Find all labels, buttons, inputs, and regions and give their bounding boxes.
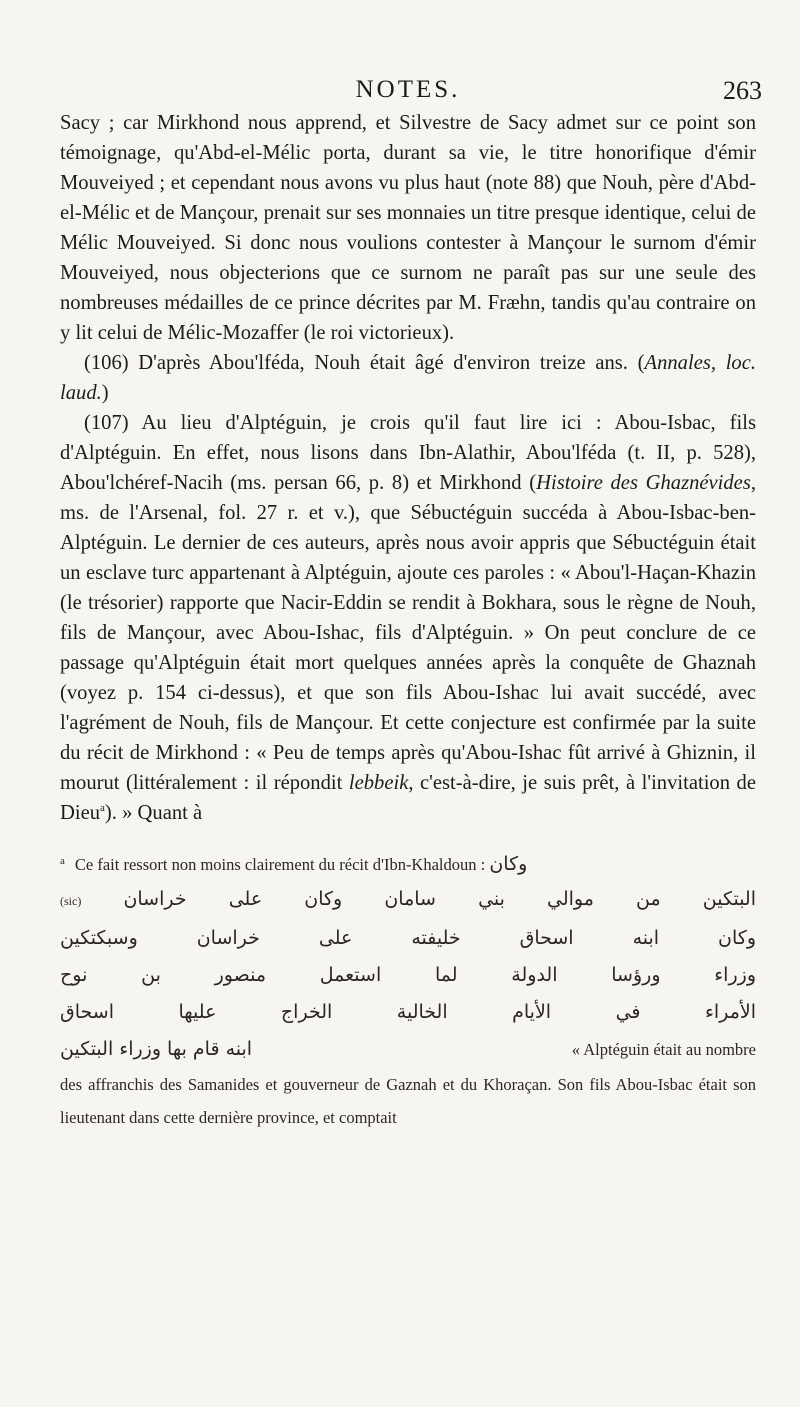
footnote-intro-line	[60, 848, 756, 881]
note-107	[60, 408, 756, 828]
footnote-arabic-word: وكان	[489, 853, 528, 875]
body-text	[60, 108, 756, 828]
book-page	[60, 0, 762, 1134]
footnote-arabic-line-4: الأمراء في الأيام الخالية الخراج عليها اسحاق	[60, 1001, 756, 1023]
note-107-part-c: , c'est-à-dire, je suis prêt, à l'invitation de Dieu	[60, 772, 756, 824]
footnote-translation-start: « Alptéguin était au nombre	[571, 1040, 756, 1059]
note-106-citation: Annales, loc. laud.	[60, 352, 757, 404]
note-107-lebbeik: lebbeik	[348, 772, 409, 794]
sic-marker: (sic)	[60, 894, 82, 908]
footnote-arabic-line-1	[60, 881, 756, 920]
note-107-part-a: (107) Au lieu d'Alptéguin, je crois qu'il faut lire ici : Abou-Isbac, fils d'Alptéguin. En effet, nous lisons dans Ibn-Alathir, Abou'lféda (t. II, p. 528), Abou'lchéref-Nacih (ms. persan 66, p. 8) et Mirkhond (	[60, 412, 756, 494]
note-106	[60, 348, 756, 408]
footnote-arabic-line-3: وزراء ورؤسا الدولة لما استعمل منصور بن نوح	[60, 964, 756, 986]
note-106-text: (106) D'après Abou'lféda, Nouh était âgé d'environ treize ans. (	[84, 352, 645, 374]
note-107-part-d: ). » Quant à	[104, 802, 203, 824]
paragraph-sacy: Sacy ; car Mirkhond nous apprend, et Silvestre de Sacy admet sur ce point son témoignage, qu'Abd-el-Mélic porta, durant sa vie, le titre honorifique d'émir Mouveiyed ; et cependant nous avons vu plus haut (note 88) que Nouh, père d'Abd-el-Mélic et de Mançour, prenait sur ses monnaies un titre presque identique, celui de Mélic Mouveiyed. Si donc nous voulions contester à Mançour le surnom d'émir Mouveiyed, nous objecterions que ce surnom ne paraît pas sur une seule des nombreuses médailles de ce prince décrites par M. Fræhn, tandis qu'au contraire on y lit celui de Mélic-Mozaffer (le roi victorieux).	[60, 112, 756, 344]
footnote	[60, 848, 756, 1134]
note-107-part-b: , ms. de l'Arsenal, fol. 27 r. et v.), que Sébuctéguin succéda à Abou-Isbac-ben-Alptéguin. Le dernier de ces auteurs, après nous avoir appris que Sébuctéguin était un esclave turc appartenant à Alptéguin, ajoute ces paroles : « Abou'l-Haçan-Khazin (le trésorier) rapporte que Nacir-Eddin se rendit à Bokhara, sous le règne de Nouh, fils de Mançour, avec Abou-Ishac, fils d'Alptéguin. » On peut conclure de ce passage qu'Alptéguin était mort quelques années après la conquête de Ghaznah (voyez p. 154 ci-dessus), et que son fils Abou-Ishac lui avait succédé, avec l'agrément de Nouh, fils de Mançour. Et cette conjecture est confirmée par la suite du récit de Mirkhond : « Peu de temps après qu'Abou-Ishac fût arrivé à Ghiznin, il mourut (littéralement : il répondit	[60, 472, 756, 794]
footnote-mixed-line	[60, 1031, 756, 1068]
page-header	[60, 0, 762, 108]
footnote-reference: a	[100, 802, 105, 815]
footnote-marker: a	[60, 854, 65, 867]
note-106-close: )	[101, 382, 109, 404]
running-title: NOTES.	[355, 76, 461, 103]
page-number: 263	[723, 76, 762, 105]
arabic-line-1-text: البتكين من موالي بني سامان وكان على خراسان	[123, 888, 756, 910]
note-107-citation: Histoire des Ghaznévides	[536, 472, 751, 494]
footnote-intro: Ce fait ressort non moins clairement du récit d'Ibn-Khaldoun :	[74, 855, 486, 874]
footnote-arabic-line-2: وكان ابنه اسحاق خليفته على خراسان وسبكتكين	[60, 927, 756, 949]
footnote-translation: des affranchis des Samanides et gouverneur de Gaznah et du Khoraçan. Son fils Abou-Isbac était son lieutenant dans cette dernière province, et comptait	[60, 1075, 756, 1127]
footnote-arabic-line-5: ابنه قام بها وزراء البتكين	[60, 1038, 253, 1060]
